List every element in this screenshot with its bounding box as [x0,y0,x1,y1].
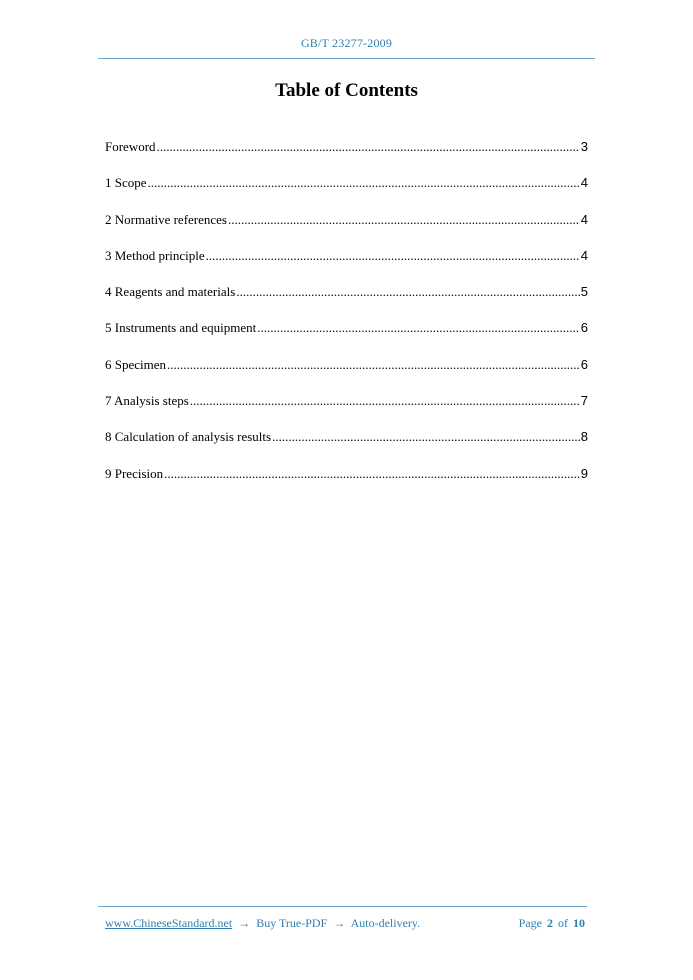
current-page-number: 2 [547,916,553,930]
toc-entry-label: 8 Calculation of analysis results [105,429,272,445]
toc-entry-scope[interactable] [105,174,588,210]
toc-entry-page: 4 [580,247,588,263]
toc-entry-label: 3 Method principle [105,247,205,263]
toc-entry-method-principle[interactable] [105,247,588,283]
toc-entry-instruments-and-equipment[interactable] [105,319,588,355]
toc-entry-page: 3 [580,139,588,154]
toc-entry-label: 1 Scope [105,175,147,191]
site-link[interactable]: www.ChineseStandard.net [105,916,233,930]
toc-entry-normative-references[interactable] [105,211,588,247]
arrow-right-icon: → [333,916,346,930]
footer-promo [105,916,420,931]
toc-entry-label: Foreword [105,139,156,154]
toc-dot-leader [228,211,580,229]
toc-dot-leader [190,392,580,410]
toc-entry-label: 6 Specimen [105,356,167,372]
header-divider [98,58,595,59]
page-number [517,916,585,931]
toc-dot-leader [148,174,580,192]
toc-dot-leader [272,428,580,446]
toc-dot-leader [257,319,579,337]
footer-divider [98,906,587,907]
toc-entry-label: 4 Reagents and materials [105,284,236,300]
of-word: of [558,916,568,930]
total-pages-number: 10 [573,916,585,930]
toc-entry-page: 4 [580,211,588,227]
toc-entry-page: 7 [580,393,588,409]
header-standard-code: GB/T 23277-2009 [300,36,393,50]
toc-entry-reagents-and-materials[interactable] [105,283,588,319]
page-footer [105,916,585,931]
toc-entry-label: 7 Analysis steps [105,393,189,409]
toc-entry-page: 6 [580,356,588,372]
toc-entry-page: 4 [580,175,588,191]
toc-dot-leader [206,247,580,265]
toc-entry-page: 6 [580,320,588,336]
toc-dot-leader [164,465,580,483]
page-word: Page [518,916,542,930]
toc-entry-analysis-steps[interactable] [105,392,588,428]
toc-entry-label: 9 Precision [105,465,164,481]
toc-entry-specimen[interactable] [105,356,588,392]
page-title: Table of Contents [275,80,418,101]
arrow-right-icon: → [238,916,251,930]
toc-entry-page: 9 [580,465,588,481]
table-of-contents [105,138,588,501]
toc-entry-page: 5 [580,284,588,300]
buy-true-pdf-text: Buy True-PDF [256,916,328,930]
auto-delivery-text: Auto-delivery. [350,916,421,930]
toc-dot-leader [167,356,580,374]
toc-dot-leader [157,138,580,156]
toc-entry-label: 2 Normative references [105,211,227,227]
toc-dot-leader [236,283,579,301]
toc-entry-page: 8 [580,429,588,445]
toc-entry-precision[interactable] [105,465,588,501]
toc-entry-calculation-of-analysis-results[interactable] [105,428,588,464]
toc-entry-foreword[interactable] [105,138,588,174]
toc-entry-label: 5 Instruments and equipment [105,320,257,336]
